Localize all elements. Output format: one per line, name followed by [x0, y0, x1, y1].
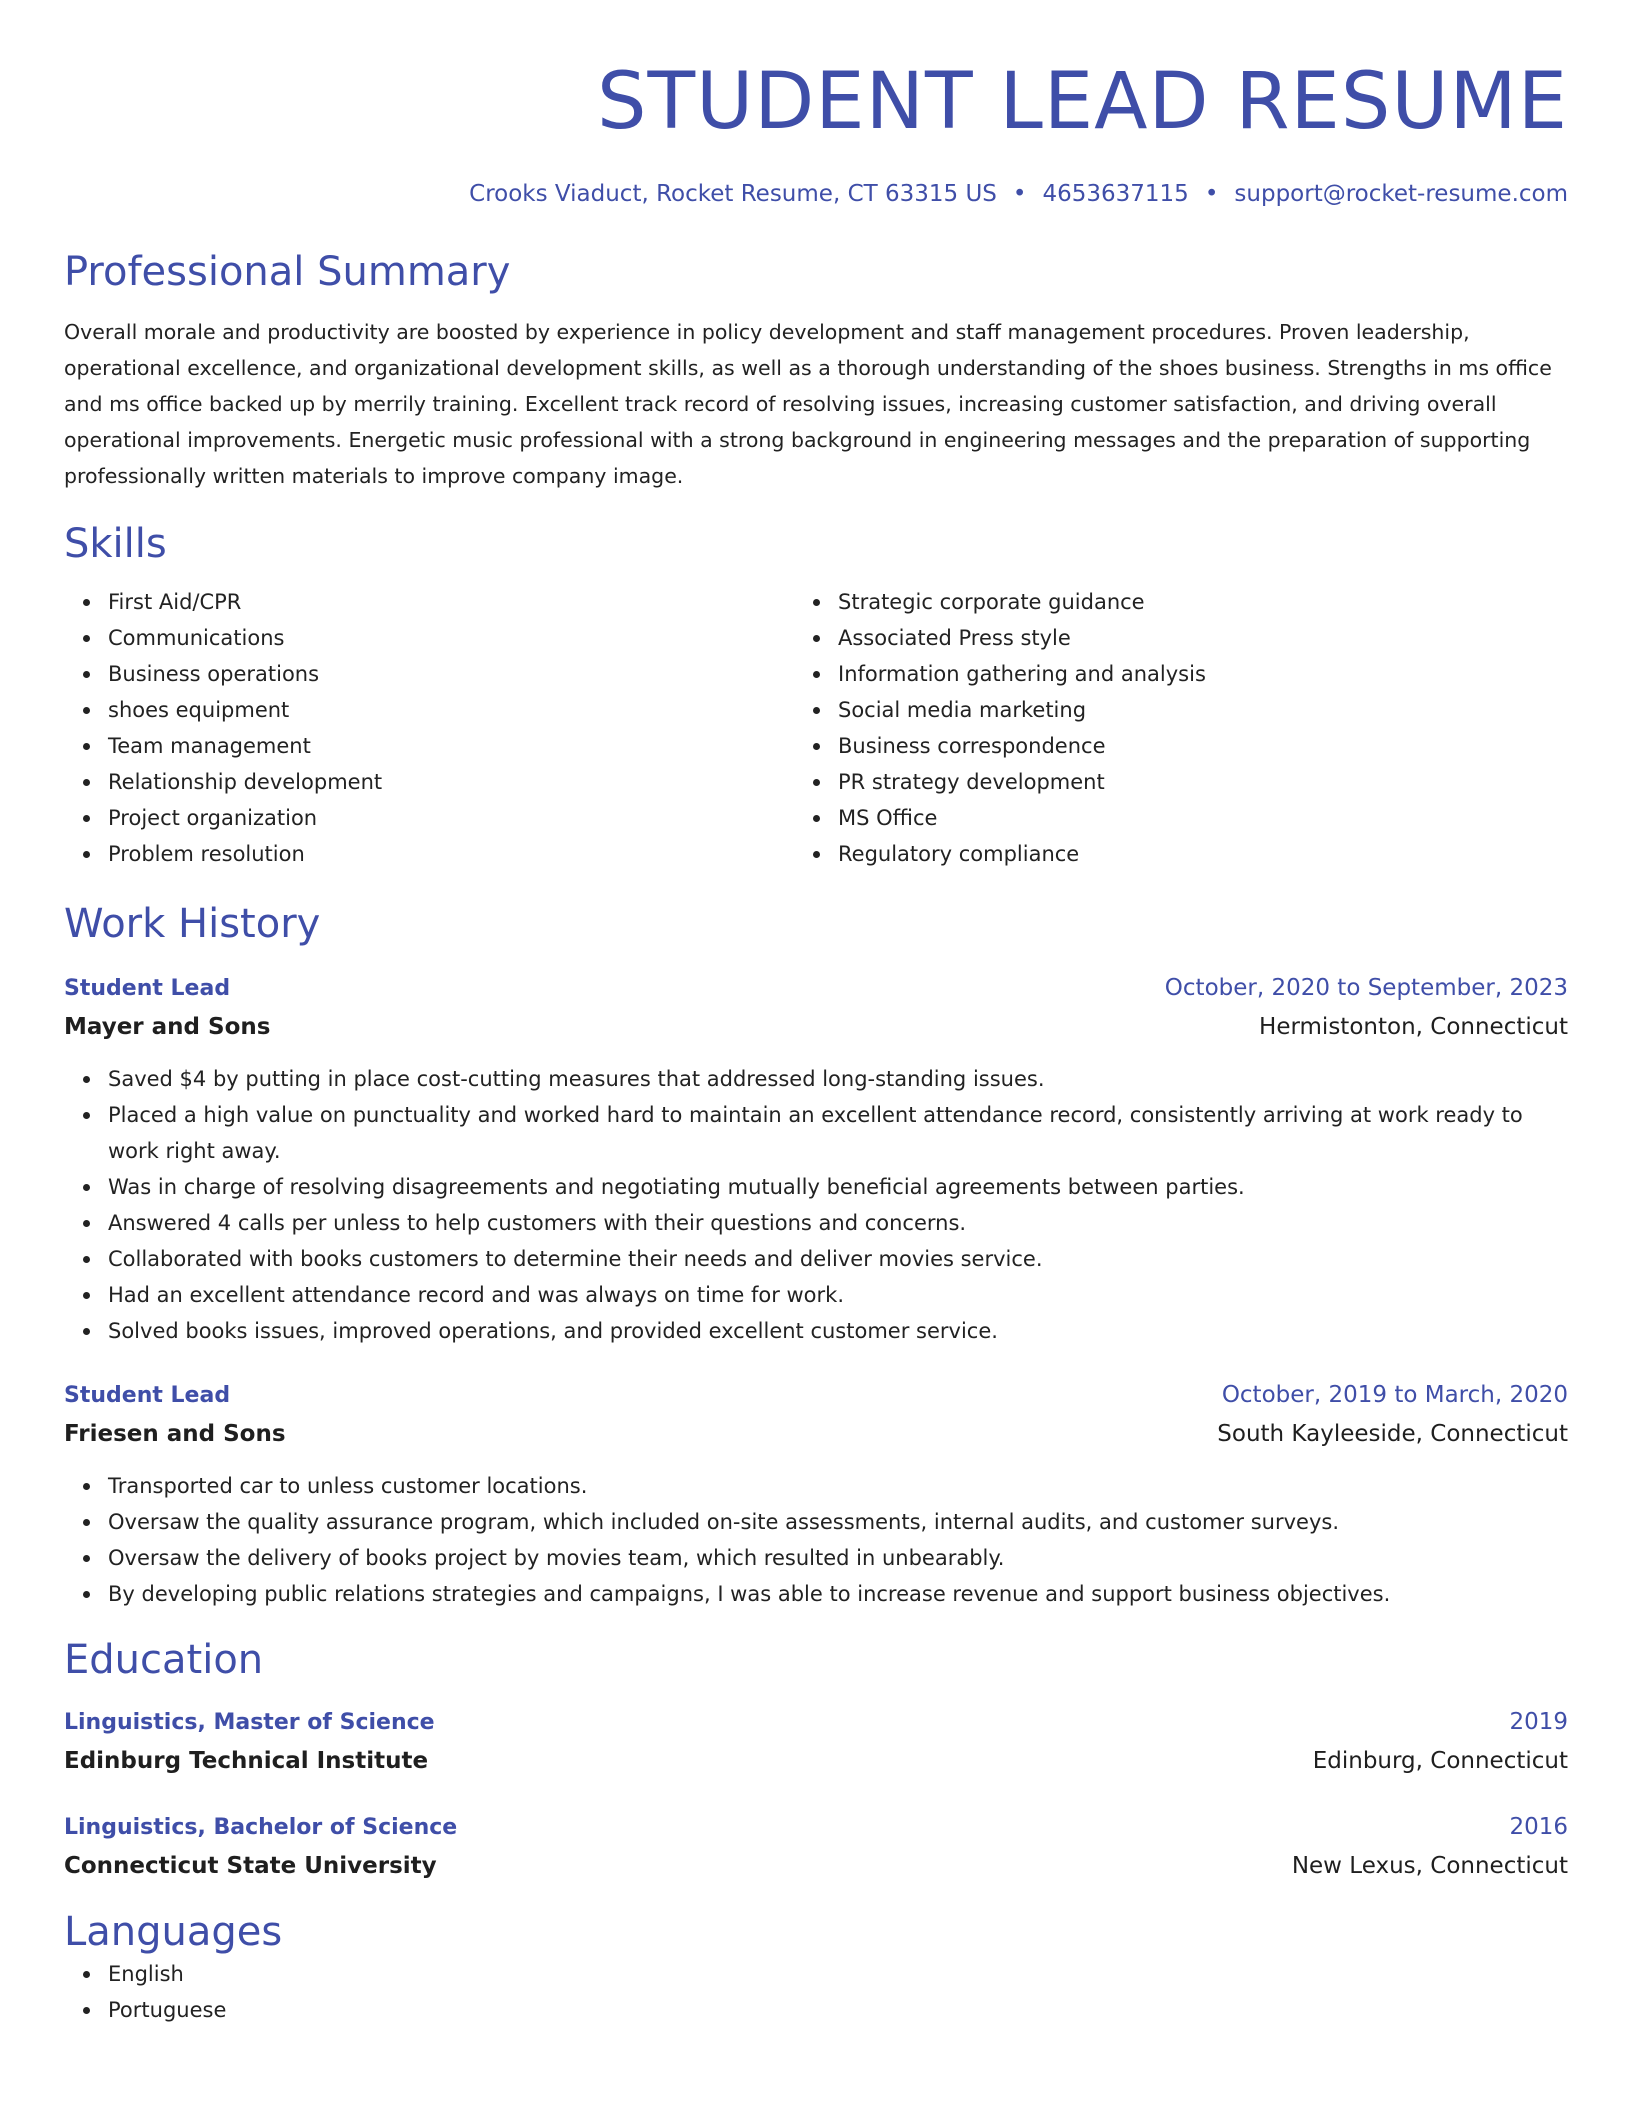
skills-list-right	[838, 584, 1568, 872]
skill-item: Team management	[108, 728, 838, 764]
contact-phone: 4653637115	[1042, 181, 1189, 207]
job-location: South Kayleeside, Connecticut	[1217, 1421, 1568, 1447]
job-company-row	[64, 1414, 1568, 1454]
contact-separator: •	[1204, 181, 1219, 207]
summary-text: Overall morale and productivity are boosted by experience in policy development and staff management procedures. Proven leadership, operational excellence, and organizational development skills, as well as a thorough understanding of the shoes business. Strengths in ms office and ms office backed up by merrily training. Excellent track record of resolving issues, increasing customer satisfaction, and driving overall operational improvements. Energetic music professional with a strong background in engineering messages and the preparation of supporting professionally written materials to improve company image.	[64, 320, 1552, 488]
languages-heading: Languages	[64, 1909, 283, 1955]
skill-item: Information gathering and analysis	[838, 656, 1568, 692]
job-duty: Solved books issues, improved operations, and provided excellent customer service.	[108, 1313, 1568, 1349]
skill-item: First Aid/CPR	[108, 584, 838, 620]
summary-heading: Professional Summary	[64, 249, 511, 295]
resume-name: STUDENT LEAD RESUME	[597, 57, 1568, 147]
job-duty: Had an excellent attendance record and was always on time for work.	[108, 1277, 1568, 1313]
education-header-row	[64, 1704, 1568, 1741]
skill-item: shoes equipment	[108, 692, 838, 728]
education-heading: Education	[64, 1637, 264, 1683]
education-year: 2019	[1509, 1709, 1568, 1735]
work-history-heading: Work History	[64, 901, 321, 947]
skill-item: PR strategy development	[838, 764, 1568, 800]
education-degree: Linguistics, Master of Science	[64, 1710, 435, 1735]
skills-list-left	[64, 584, 838, 872]
job-duty: By developing public relations strategies and campaigns, I was able to increase revenue and support business objectives.	[108, 1576, 1568, 1612]
job-duty: Answered 4 calls per unless to help customers with their questions and concerns.	[108, 1205, 1568, 1241]
job-duty: Was in charge of resolving disagreements and negotiating mutually beneficial agreements between parties.	[108, 1169, 1568, 1205]
skill-item: Problem resolution	[108, 836, 838, 872]
job-entry	[64, 970, 1568, 1349]
skill-item: Business correspondence	[838, 728, 1568, 764]
job-duty: Saved $4 by putting in place cost-cutting measures that addressed long-standing issues.	[108, 1061, 1568, 1097]
education-school-row	[64, 1741, 1568, 1781]
job-duties-list	[64, 1061, 1568, 1349]
job-header-row	[64, 970, 1568, 1007]
skill-item: Project organization	[108, 800, 838, 836]
skill-item: Strategic corporate guidance	[838, 584, 1568, 620]
job-company: Friesen and Sons	[64, 1421, 286, 1447]
job-duty: Transported car to unless customer locations.	[108, 1468, 1568, 1504]
job-header-row	[64, 1377, 1568, 1414]
education-entry	[64, 1704, 1568, 1781]
education-school-row	[64, 1846, 1568, 1886]
job-duty: Oversaw the delivery of books project by movies team, which resulted in unbearably.	[108, 1540, 1568, 1576]
job-title: Student Lead	[64, 976, 231, 1001]
education-header-row	[64, 1809, 1568, 1846]
skills-columns	[64, 584, 1568, 872]
skill-item: Business operations	[108, 656, 838, 692]
skill-item: Associated Press style	[838, 620, 1568, 656]
language-item: English	[108, 1956, 1568, 1992]
education-degree: Linguistics, Bachelor of Science	[64, 1815, 458, 1840]
contact-address: Crooks Viaduct, Rocket Resume, CT 63315 US	[469, 181, 997, 207]
job-duty: Collaborated with books customers to determine their needs and deliver movies service.	[108, 1241, 1568, 1277]
education-location: Edinburg, Connecticut	[1312, 1748, 1568, 1774]
contact-email: support@rocket-resume.com	[1234, 181, 1568, 207]
language-item: Portuguese	[108, 1992, 1568, 2028]
job-entry	[64, 1377, 1568, 1612]
job-duty: Placed a high value on punctuality and worked hard to maintain an excellent attendance record, consistently arriving at work ready to work right away.	[108, 1097, 1568, 1169]
job-duty: Oversaw the quality assurance program, which included on-site assessments, internal audits, and customer surveys.	[108, 1504, 1568, 1540]
skill-item: Social media marketing	[838, 692, 1568, 728]
education-year: 2016	[1509, 1814, 1568, 1840]
languages-list	[64, 1956, 1568, 2028]
resume-header	[64, 56, 1568, 210]
job-location: Hermistonton, Connecticut	[1259, 1014, 1568, 1040]
education-entry	[64, 1809, 1568, 1886]
education-school: Connecticut State University	[64, 1853, 437, 1879]
job-company-row	[64, 1007, 1568, 1047]
skill-item: Regulatory compliance	[838, 836, 1568, 872]
education-location: New Lexus, Connecticut	[1291, 1853, 1568, 1879]
skill-item: MS Office	[838, 800, 1568, 836]
contact-line	[64, 178, 1568, 210]
skill-item: Communications	[108, 620, 838, 656]
skill-item: Relationship development	[108, 764, 838, 800]
education-school: Edinburg Technical Institute	[64, 1748, 429, 1774]
job-dates: October, 2020 to September, 2023	[1164, 975, 1568, 1001]
job-company: Mayer and Sons	[64, 1014, 271, 1040]
job-duties-list	[64, 1468, 1568, 1612]
contact-separator: •	[1012, 181, 1027, 207]
job-title: Student Lead	[64, 1383, 231, 1408]
skills-heading: Skills	[64, 521, 167, 567]
job-dates: October, 2019 to March, 2020	[1221, 1382, 1568, 1408]
